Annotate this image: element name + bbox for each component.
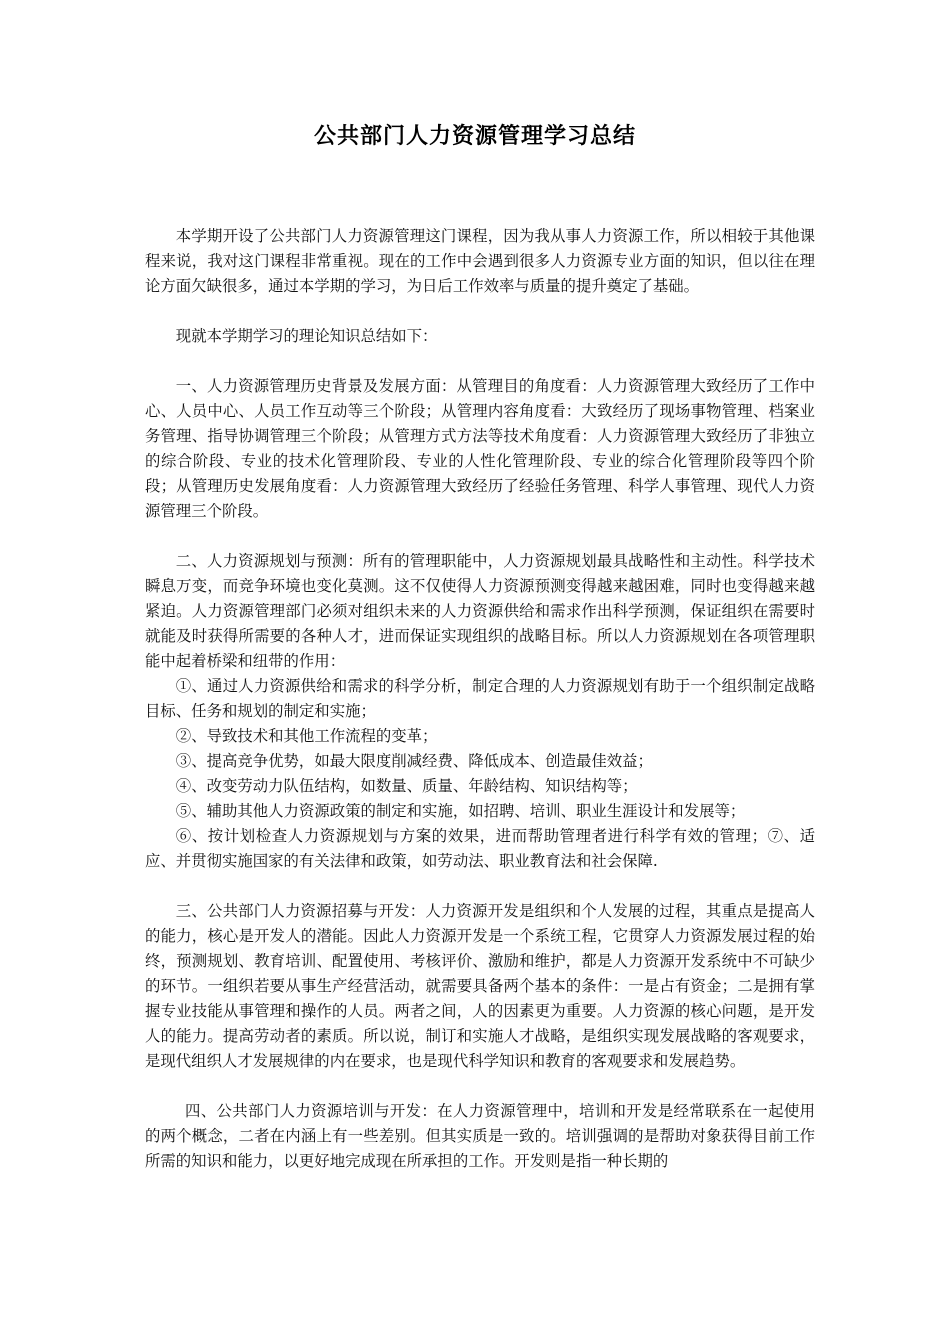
- intro-paragraph: 本学期开设了公共部门人力资源管理这门课程，因为我从事人力资源工作，所以相较于其他课程来说，我对这门课程非常重视。现在的工作中会遇到很多人力资源专业方面的知识，但以往在理论方面欠缺很多，通过本学期的学习，为日后工作效率与质量的提升奠定了基础。: [145, 227, 815, 295]
- section-3-paragraph: 三、公共部门人力资源招募与开发：人力资源开发是组织和个人发展的过程，其重点是提高人的能力，核心是开发人的潜能。因此人力资源开发是一个系统工程，它贯穿人力资源发展过程的始终，预测规划、教育培训、配置使用、考核评价、激励和维护，都是人力资源开发系统中不可缺少的环节。一组织若要从事生产经营活动，就需要具备两个基本的条件：一是占有资金；二是拥有掌握专业技能从事管理和操作的人员。两者之间，人的因素更为重要。人力资源的核心问题，是开发人的能力。提高劳动者的素质。所以说，制订和实施人才战略，是组织实现发展战略的客观要求，是现代组织人才发展规律的内在要求，也是现代科学知识和教育的客观要求和发展趋势。: [145, 902, 815, 1070]
- list-item: ④、改变劳动力队伍结构，如数量、质量、年龄结构、知识结构等；: [175, 777, 638, 795]
- section-1-paragraph: 一、人力资源管理历史背景及发展方面：从管理目的角度看：人力资源管理大致经历了工作中心、人员中心、人员工作互动等三个阶段；从管理内容角度看：大致经历了现场事物管理、档案业务管理、指导协调管理三个阶段；从管理方式方法等技术角度看：人力资源管理大致经历了非独立的综合阶段、专业的技术化管理阶段、专业的人性化管理阶段、专业的综合化管理阶段等四个阶段；从管理历史发展角度看：人力资源管理大致经历了经验任务管理、科学人事管理、现代人力资源管理三个阶段。: [145, 377, 815, 520]
- document-body: [145, 224, 815, 1174]
- list-item: ③、提高竞争优势，如最大限度削减经费、降低成本、创造最佳效益；: [175, 752, 653, 770]
- list-item: ②、导致技术和其他工作流程的变革；: [175, 727, 438, 745]
- document-title: 公共部门人力资源管理学习总结: [313, 124, 636, 149]
- section-4-paragraph: 四、公共部门人力资源培训与开发：在人力资源管理中，培训和开发是经常联系在一起使用的两个概念，二者在内涵上有一些差别。但其实质是一致的。培训强调的是帮助对象获得目前工作所需的知识和能力，以更好地完成现在所承担的工作。开发则是指一种长期的: [145, 1102, 815, 1170]
- section-2-paragraph: 二、人力资源规划与预测：所有的管理职能中，人力资源规划最具战略性和主动性。科学技术瞬息万变，而竞争环境也变化莫测。这不仅使得人力资源预测变得越来越困难，同时也变得越来越紧迫。人力资源管理部门必须对组织未来的人力资源供给和需求作出科学预测，保证组织在需要时就能及时获得所需要的各种人才，进而保证实现组织的战略目标。所以人力资源规划在各项管理职能中起着桥梁和纽带的作用：: [145, 552, 815, 670]
- list-item: ⑥、按计划检查人力资源规划与方案的效果，进而帮助管理者进行科学有效的管理；⑦、适应、并贯彻实施国家的有关法律和政策，如劳动法、职业教育法和社会保障.: [145, 827, 815, 870]
- list-item: ⑤、辅助其他人力资源政策的制定和实施，如招聘、培训、职业生涯设计和发展等；: [175, 802, 746, 820]
- lead-paragraph: 现就本学期学习的理论知识总结如下：: [175, 327, 438, 345]
- list-item: ①、通过人力资源供给和需求的科学分析，制定合理的人力资源规划有助于一个组织制定战略目标、任务和规划的制定和实施；: [145, 677, 815, 720]
